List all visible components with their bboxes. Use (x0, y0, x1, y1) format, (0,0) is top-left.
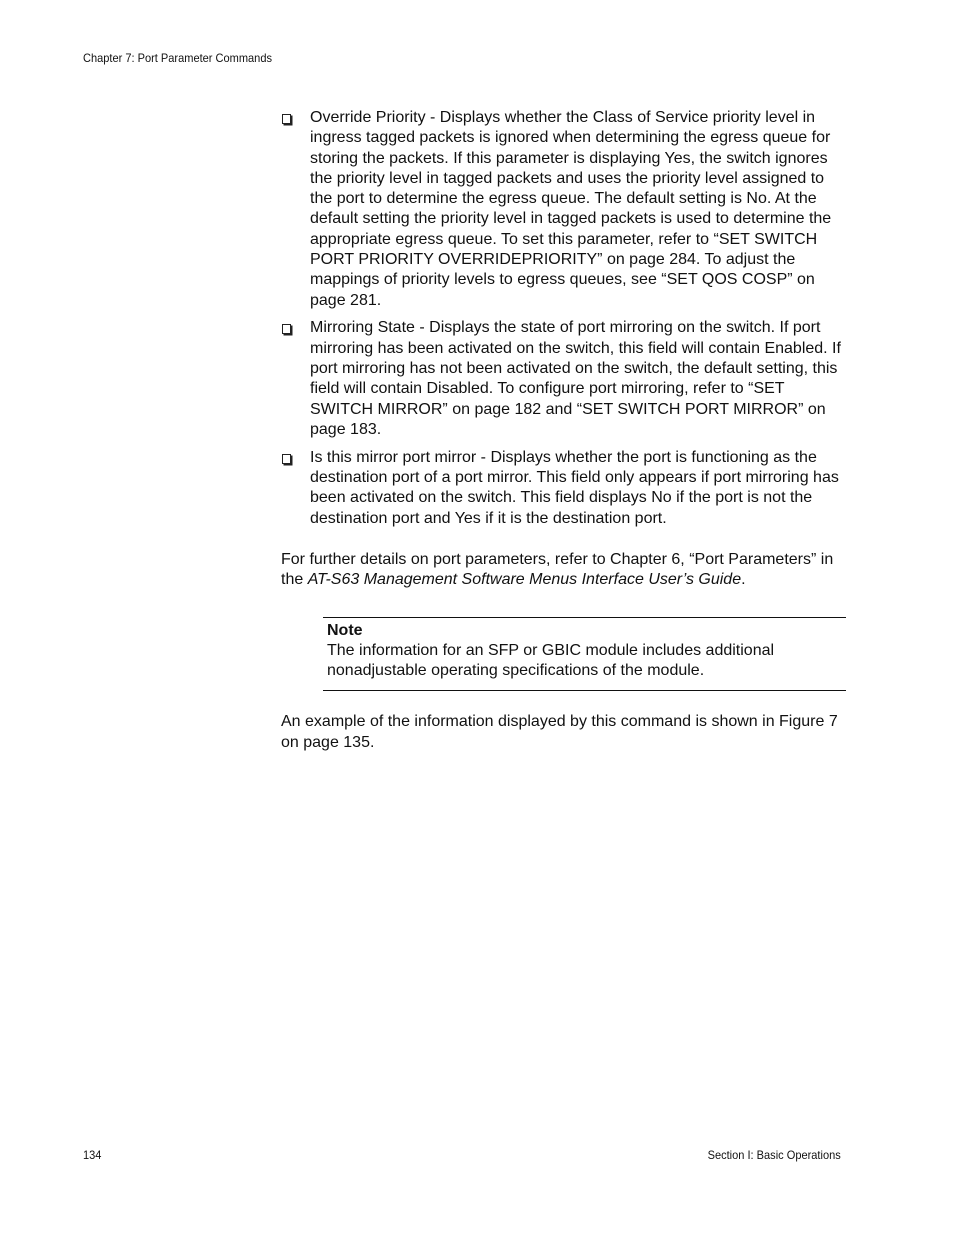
list-item (281, 448, 846, 529)
details-paragraph (281, 550, 846, 591)
note-body: The information for an SFP or GBIC module includes additional nonadjustable operating specifications of the module. (327, 641, 775, 680)
parameter-list (281, 108, 846, 529)
guide-title: AT-S63 Management Software Menus Interface User’s Guide (307, 571, 742, 589)
list-item (281, 108, 846, 311)
page-number: 134 (83, 1148, 102, 1162)
list-item-text: Override Priority - Displays whether the Class of Service priority level in ingress tagged packets is ignored when determining the egress queue for storing the packets. If this parameter is displaying Yes, the switch ignores the priority level in tagged packets and uses the priority level assigned to the port to determine the egress queue. The default setting is No. At the default setting the priority level in tagged packets is used to determine the appropriate egress queue. To set this parameter, refer to “SET SWITCH PORT PRIORITY OVERRIDEPRIORITY” on page 284. To adjust the mappings of priority levels to egress queues, see “SET QOS COSP” on page 281. (310, 109, 832, 309)
details-text: For further details on port parameters, refer to Chapter 6, “Port Parameters” in the (281, 550, 834, 589)
list-item (281, 318, 846, 440)
section-footer: Section I: Basic Operations (707, 1148, 841, 1162)
list-item-text: Is this mirror port mirror - Displays whether the port is functioning as the destination port of a port mirror. This field only appears if port mirroring has been activated on the switch. This field displays No if the port is not the destination port and Yes if it is the destination port. (310, 448, 839, 527)
square-bullet-icon (282, 324, 291, 334)
example-paragraph: An example of the information displayed by this command is shown in Figure 7 on page 135. (281, 713, 838, 751)
square-bullet-icon (282, 454, 291, 464)
running-header: Chapter 7: Port Parameter Commands (83, 51, 272, 65)
details-text-end: . (741, 571, 746, 589)
square-bullet-icon (282, 114, 291, 124)
note-title: Note (327, 621, 363, 639)
note-box (323, 617, 846, 692)
list-item-text: Mirroring State - Displays the state of port mirroring on the switch. If port mirroring has been activated on the switch, this field will contain Enabled. If port mirroring has not been activated on the switch, the default setting, this field will contain Disabled. To configure port mirroring, refer to “SET SWITCH MIRROR” on page 182 and “SET SWITCH PORT MIRROR” on page 183. (310, 319, 841, 438)
main-content (281, 108, 846, 753)
